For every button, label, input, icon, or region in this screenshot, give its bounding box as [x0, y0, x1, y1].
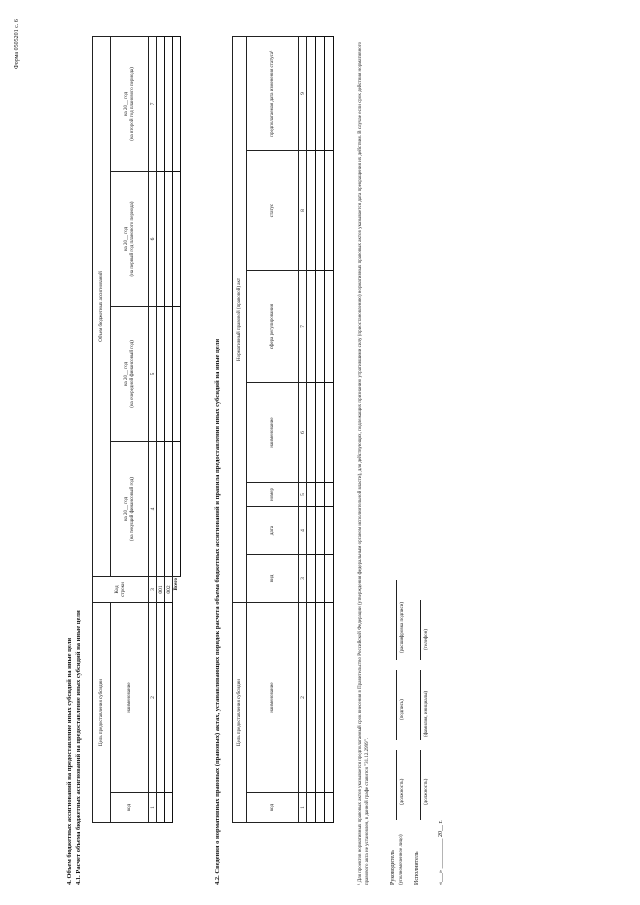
input-cell[interactable]: [307, 271, 316, 383]
row-line-code: 001: [157, 577, 165, 603]
col-number: 2: [299, 603, 307, 793]
year4-header: на 20__ год (на второй год планового периода): [111, 37, 149, 172]
total-value-cell[interactable]: [173, 37, 181, 172]
col-number: 1: [149, 793, 157, 823]
col-number: 2: [149, 603, 157, 793]
row-name-cell[interactable]: [165, 603, 173, 793]
col-number: 1: [299, 793, 307, 823]
act-group-header: Нормативный правовой (правовой) акт: [233, 36, 247, 602]
input-cell[interactable]: [307, 603, 316, 793]
input-cell[interactable]: [316, 507, 325, 555]
fio-caption: (фамилия, инициалы): [424, 690, 429, 737]
name-header: наименование: [247, 603, 299, 793]
purpose-group-header: Цель предоставления субсидии: [93, 603, 111, 823]
input-cell[interactable]: [325, 383, 334, 483]
value-cell[interactable]: [157, 172, 165, 307]
row-code-cell[interactable]: [165, 793, 173, 823]
table-row: [165, 37, 173, 823]
input-cell[interactable]: [325, 555, 334, 603]
input-cell[interactable]: [316, 793, 325, 823]
date-line[interactable]: «___» __________ 20__ г.: [438, 820, 444, 885]
input-cell[interactable]: [307, 36, 316, 150]
input-cell[interactable]: [325, 151, 334, 271]
input-cell[interactable]: [316, 151, 325, 271]
code-header: код: [247, 793, 299, 823]
table-4-1: [92, 36, 181, 823]
table-row: [307, 36, 316, 822]
total-label: Всего: [173, 577, 181, 823]
total-row: [173, 37, 181, 823]
input-cell[interactable]: [307, 507, 316, 555]
input-cell[interactable]: [316, 603, 325, 793]
head-label: Руководитель: [390, 850, 396, 885]
head-decoding-line[interactable]: [396, 580, 397, 660]
sphere-header: сфера регулирования: [247, 271, 299, 383]
input-cell[interactable]: [316, 383, 325, 483]
col-number: 8: [299, 151, 307, 271]
section41-title: 4.1. Расчет объема бюджетных ассигнований на предоставление иных субсидий на иные цели: [75, 610, 82, 885]
input-cell[interactable]: [307, 383, 316, 483]
form-label: Форма 0505201 с. 6: [14, 19, 20, 69]
col-number: 7: [299, 271, 307, 383]
total-value-cell[interactable]: [173, 442, 181, 577]
input-cell[interactable]: [316, 36, 325, 150]
value-cell[interactable]: [165, 442, 173, 577]
table-4-2: [232, 36, 334, 823]
input-cell[interactable]: [325, 483, 334, 507]
head-signature-line[interactable]: [396, 670, 397, 740]
expected-date-header: предполагаемая дата изменения статуса¹: [247, 36, 299, 150]
table-row: [316, 36, 325, 822]
input-cell[interactable]: [325, 271, 334, 383]
row-line-code: 002: [165, 577, 173, 603]
table-row: [157, 37, 165, 823]
purpose-group-header: Цель предоставления субсидии: [233, 603, 247, 823]
input-cell[interactable]: [316, 555, 325, 603]
name-header: наименование: [111, 603, 149, 793]
executor-label: Исполнитель: [414, 851, 420, 885]
input-cell[interactable]: [325, 36, 334, 150]
input-cell[interactable]: [307, 793, 316, 823]
line-code-header: Код строки: [93, 577, 149, 603]
signature-caption: (подпись): [400, 699, 405, 720]
footnote: ¹ Для проектов нормативных правовых актов указывается предполагаемый срок внесения в Правительство Российской Федерации (утверждения федеральным органом исполнительной власти), для действующих, подлежащих признанию утратившими силу (приостановлению) нормативных правовых актов указывается дата прекращения их действия. В случае если срок действия нормативного правового акта не установлен, в данной графе ставится "31.12.2999".: [358, 41, 370, 885]
value-cell[interactable]: [157, 37, 165, 172]
executor-position-line[interactable]: [420, 750, 421, 820]
value-cell[interactable]: [157, 307, 165, 442]
volume-group-header: Объем бюджетных ассигнований: [93, 37, 111, 577]
status-header: статус: [247, 151, 299, 271]
col-number: 5: [149, 307, 157, 442]
kind-header: вид: [247, 555, 299, 603]
value-cell[interactable]: [165, 172, 173, 307]
input-cell[interactable]: [307, 555, 316, 603]
number-header: номер: [247, 483, 299, 507]
head-position-line[interactable]: [396, 750, 397, 820]
table-row: [325, 36, 334, 822]
value-cell[interactable]: [165, 307, 173, 442]
value-cell[interactable]: [157, 442, 165, 577]
decoding-caption: (расшифровка подписи): [400, 601, 405, 653]
input-cell[interactable]: [316, 271, 325, 383]
section4-title: 4. Объем бюджетных ассигнований на предоставление иных субсидий на иные цели: [66, 637, 73, 885]
head-sub-caption: (уполномоченное лицо): [399, 834, 404, 885]
input-cell[interactable]: [325, 793, 334, 823]
col-number: 6: [299, 383, 307, 483]
input-cell[interactable]: [325, 603, 334, 793]
phone-caption: (телефон): [424, 629, 429, 650]
executor-fio-line[interactable]: [420, 670, 421, 740]
input-cell[interactable]: [307, 151, 316, 271]
position-caption: (должность): [400, 778, 405, 805]
col-number: 7: [149, 37, 157, 172]
section42-title: 4.2. Сведения о нормативных правовых (правовых) актах, устанавливающих порядок расчета объема бюджетных ассигнований и правила предоставления иных субсидий на иные цели: [214, 338, 221, 885]
value-cell[interactable]: [165, 37, 173, 172]
input-cell[interactable]: [325, 507, 334, 555]
col-number: 5: [299, 483, 307, 507]
col-number: 4: [149, 442, 157, 577]
year1-header: на 20__ год (на текущий финансовый год): [111, 442, 149, 577]
col-number: 3: [299, 555, 307, 603]
row-code-cell[interactable]: [157, 793, 165, 823]
position-caption: (должность): [424, 778, 429, 805]
col-number: 3: [149, 577, 157, 603]
total-value-cell[interactable]: [173, 172, 181, 307]
col-number: 6: [149, 172, 157, 307]
executor-phone-line[interactable]: [420, 600, 421, 660]
act-name-header: наименование: [247, 383, 299, 483]
year3-header: на 20__ год (на первый год планового периода): [111, 172, 149, 307]
year2-header: на 20__ год (на очередной финансовый год): [111, 307, 149, 442]
col-number: 4: [299, 507, 307, 555]
date-header: дата: [247, 507, 299, 555]
row-name-cell[interactable]: [157, 603, 165, 793]
total-value-cell[interactable]: [173, 307, 181, 442]
code-header: код: [111, 793, 149, 823]
input-cell[interactable]: [307, 483, 316, 507]
col-number: 9: [299, 36, 307, 150]
input-cell[interactable]: [316, 483, 325, 507]
